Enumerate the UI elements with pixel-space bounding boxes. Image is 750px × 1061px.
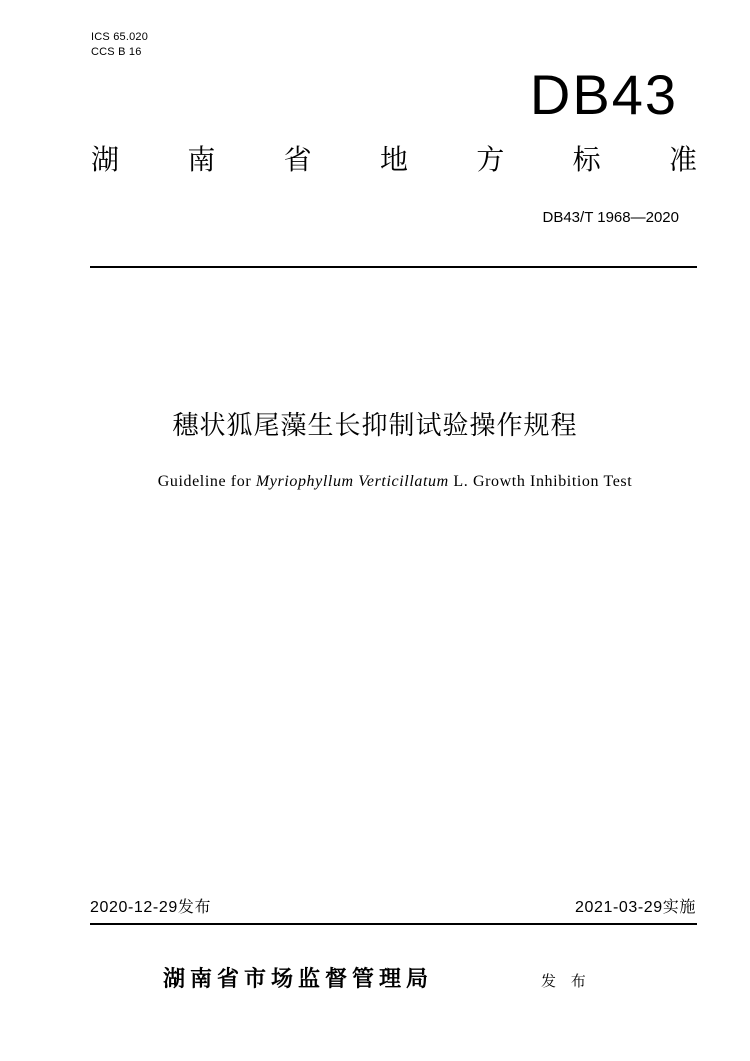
top-divider xyxy=(90,266,697,268)
standard-type-char: 南 xyxy=(187,143,216,176)
standard-number: DB43/T 1968—2020 xyxy=(542,209,679,226)
standard-type-char: 方 xyxy=(476,143,505,176)
implementation-date: 2021-03-29实施 xyxy=(574,899,696,916)
english-title xyxy=(0,471,750,493)
english-title-prefix: Guideline for xyxy=(157,473,256,490)
standard-type-char: 省 xyxy=(283,143,312,176)
publisher: 湖南省市场监督管理局 xyxy=(163,967,434,992)
standard-type-char: 标 xyxy=(572,143,601,176)
issue-date: 2020-12-29发布 xyxy=(90,899,212,916)
english-title-species: Myriophyllum Verticillatum xyxy=(255,473,449,490)
chinese-title: 穗状狐尾藻生长抑制试验操作规程 xyxy=(172,411,578,441)
ccs-code: CCS B 16 xyxy=(91,46,142,58)
bottom-divider xyxy=(90,923,697,925)
ics-code: ICS 65.020 xyxy=(91,31,149,43)
standard-type-char: 准 xyxy=(668,143,697,176)
english-title-suffix: L. Growth Inhibition Test xyxy=(448,473,633,490)
publish-label: 发 布 xyxy=(541,972,591,990)
classification-codes xyxy=(91,30,148,60)
standard-type-char: 地 xyxy=(379,143,408,176)
db-code: DB43 xyxy=(529,63,678,126)
standard-type-char: 湖 xyxy=(91,143,120,176)
standard-type xyxy=(91,140,697,180)
